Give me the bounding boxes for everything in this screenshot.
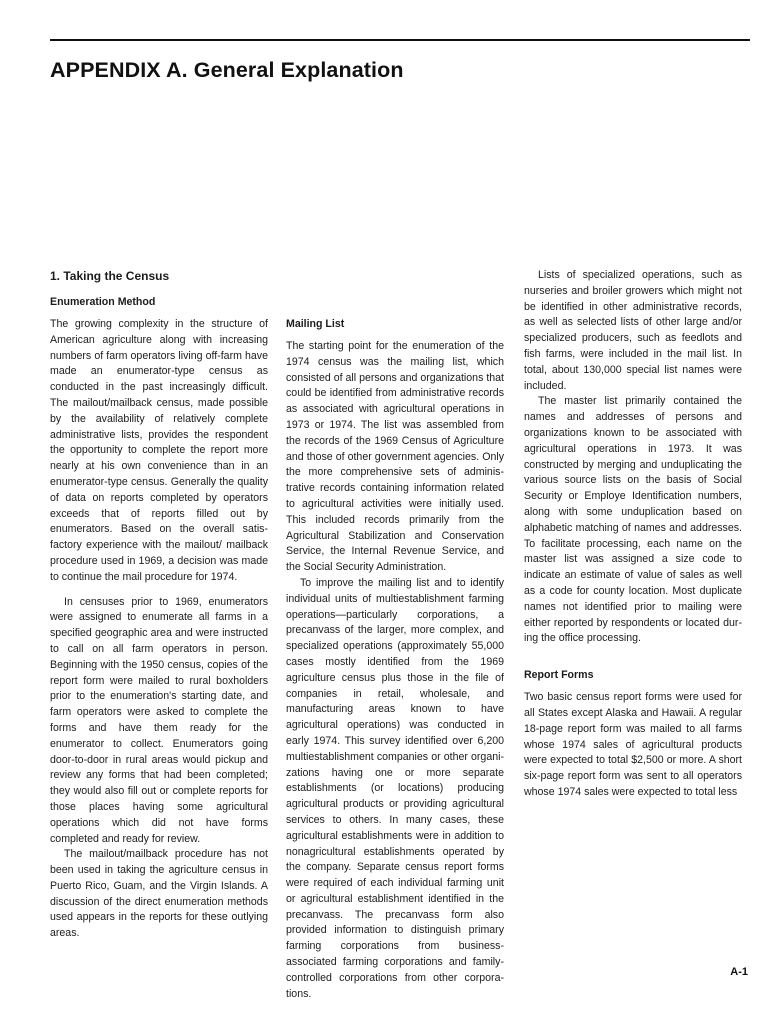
mailing-list-heading: Mailing List xyxy=(286,318,345,330)
section-heading: 1. Taking the Census xyxy=(50,269,170,283)
enumeration-paragraph-2: In censuses prior to 1969, enumerators were assigned to enumerate all farms in a specified geographic area and were instructed to call on all farm operators in person. Beginning with the 1950 census, copies of the report form were mailed to rural boxholders prior to the enumeration's starting date, and farm operators were asked to complete the forms and have them ready for the enumerator to collect. Enumerators going door-to-door in rural areas would pickup and review any forms that had been completed; they would also fill out or complete reports for those places having some agricultural operations which did not have forms completed and ready for review. xyxy=(50,595,268,845)
report-forms-paragraph-1: Two basic census report forms were used for all States except Alaska and Hawaii. A regular 18-page report form was mailed to all farms whose 1974 sales of agricultural products were expected to total $2,500 or more. A short six-page report form was sent to all operators whose 1974 sales were expected to total less xyxy=(524,691,742,798)
enumeration-paragraph-3: The mailout/mailback procedure has not been used in taking the agriculture census in Puerto Rico, Guam, and the Virgin Islands. A discussion of the direct enumeration methods used appears in the reports for these outlying areas. xyxy=(50,848,268,940)
text-column-1 xyxy=(50,268,268,942)
mailing-list-paragraph-1: The starting point for the enumeration of the 1974 census was the mailing list, which consisted of all persons and organizations that could be identified from administrative records as associated with agricultural operations in 1973 or 1974. The list was assembled from the records of the 1969 Census of Agriculture and those of other government agencies. Only the more comprehensive sets of administrative records containing information related to agricultural activities were initially used. This included records primarily from the Agricultural Stabilization and Conservation Service, the Internal Revenue Service, and the Social Security Administration. xyxy=(286,340,504,574)
mailing-list-paragraph-4: The master list primarily contained the names and addresses of persons and organizations known to be associated with agricultural operations in 1973. It was constructed by merging and unduplicating the various source lists on the basis of Social Security or Employe Identification numbers, along with some unduplication based on alphabetic matching of names and addresses. To facilitate processing, each name on the master list was assigned a size code to indicate an estimate of value of sales as well as a code for county location. Most duplicate names not identified prior to mailing were either reported by respondents or located during the office processing. xyxy=(524,395,742,645)
mailing-list-paragraph-3: Lists of specialized operations, such as nurseries and broiler growers which might not be identified in other administrative records, as well as selected lists of other large and/or specialized producers, such as feedlots and fish farms, were included in the mail list. In total, about 130,000 special list names were included. xyxy=(524,269,742,392)
enumeration-method-heading: Enumeration Method xyxy=(50,296,156,308)
page-number: A-1 xyxy=(730,966,748,978)
top-rule xyxy=(50,39,750,41)
mailing-list-paragraph-2: To improve the mailing list and to identify individual units of multiestablishment farming operations—particularly corporations, a precanvass of the larger, more complex, and specialized operations (approximately 55,000 cases mostly identified from the 1969 agriculture census plus those in the file of companies in retail, wholesale, and manufacturing areas known to have agricultural operations) was conducted in early 1974. This survey identified over 6,200 multiestablishment companies or other organizations having one or more separate establishments (or locations) producing agricultural products or providing agricultural services to others. In many cases, these agricultural establishments were in addition to nonagricultural establishments operated by the company. Separate census report forms were required of each individual farming unit or agricultural establishment identified in the precanvass. The precanvass form also provided information to distinguish primary farming corporations from business-associated farming corporations and family-controlled corporations from other corporations. xyxy=(286,576,504,1000)
text-column-2 xyxy=(286,268,504,1000)
enumeration-paragraph-1: The growing complexity in the structure of American agriculture along with increasing numbers of farm operators living off-farm have made an enumerator-type census as conducted in the past increasingly difficult. The mailout/mailback census, made possible by the availability of relatively complete administrative lists, provides the respondent the opportunity to complete the report more nearly at his own convenience than in an enumerator-type census. Generally the quality of data on reports completed by operators exceeds that of reports filled out by enumerators. Based on the overall satisfactory experience with the mailout/ mailback procedure used in 1969, a decision was made to continue the mail procedure for 1974. xyxy=(50,318,268,583)
text-column-3 xyxy=(524,268,742,801)
report-forms-heading: Report Forms xyxy=(524,669,594,682)
page-title: APPENDIX A. General Explanation xyxy=(50,58,404,82)
